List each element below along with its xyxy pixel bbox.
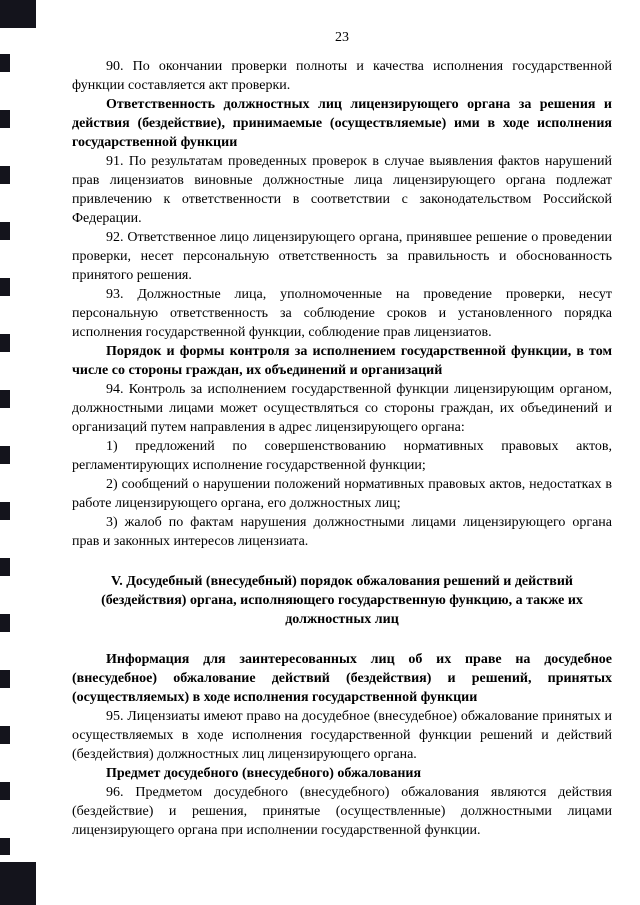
scan-artifact-top	[0, 0, 36, 28]
list-item-2: 2) сообщений о нарушении положений нормативных правовых актов, недостатках в работе лицензирующего органа, его должностных лиц;	[72, 477, 612, 511]
scan-artifact-ticks	[0, 54, 10, 855]
heading-officials-responsibility: Ответственность должностных лиц лицензирующего органа за решения и действия (бездействие), принимаемые (осуществляемые) ими в ходе исполнения государственной функции	[72, 97, 612, 150]
page-number: 23	[335, 30, 349, 45]
paragraph-90: 90. По окончании проверки полноты и качества исполнения государственной функции составляется акт проверки.	[72, 59, 612, 93]
list-item-3: 3) жалоб по фактам нарушения должностными лицами лицензирующего органа прав и законных интересов лицензиата.	[72, 515, 612, 549]
paragraph-92: 92. Ответственное лицо лицензирующего органа, принявшее решение о проведении проверки, несет персональную ответственность за правильность и обоснованность принятого решения.	[72, 230, 612, 283]
heading-control-order-forms: Порядок и формы контроля за исполнением государственной функции, в том числе со стороны граждан, их объединений и организаций	[72, 344, 612, 378]
heading-appeal-subject: Предмет досудебного (внесудебного) обжалования	[106, 766, 422, 781]
heading-appeal-information: Информация для заинтересованных лиц об их праве на досудебное (внесудебное) обжалование действий (бездействия) и решений, принятых (осуществляемых) в ходе исполнения государственной функции	[72, 652, 612, 705]
paragraph-96: 96. Предметом досудебного (внесудебного) обжалования являются действия (бездействие) и решения, принятые (осуществленные) должностными лицами лицензирующего органа при исполнении государственной функции.	[72, 785, 612, 838]
paragraph-91: 91. По результатам проведенных проверок в случае выявления фактов нарушений прав лицензиатов виновные должностные лица лицензирующего органа подлежат привлечению к ответственности в соответствии с законодательством Российской Федерации.	[72, 154, 612, 226]
list-item-1: 1) предложений по совершенствованию нормативных правовых актов, регламентирующих исполнение государственной функции;	[72, 439, 612, 473]
paragraph-93: 93. Должностные лица, уполномоченные на проведение проверки, несут персональную ответственность за соблюдение сроков и установленного порядка исполнения государственной функции, соблюдение прав лицензиатов.	[72, 287, 612, 340]
paragraph-95: 95. Лицензиаты имеют право на досудебное (внесудебное) обжалование принятых и осуществляемых в ходе исполнения государственной функции решений и действий (бездействия) должностных лиц лицензирующего органа.	[72, 709, 612, 762]
document-body	[72, 57, 612, 840]
section-v-heading: V. Досудебный (внесудебный) порядок обжалования решений и действий (бездействия) органа, исполняющего государственную функцию, а также их должностных лиц	[101, 574, 583, 627]
paragraph-94: 94. Контроль за исполнением государственной функции лицензирующим органом, должностными лицами может осуществляться со стороны граждан, их объединений и организаций путем направления в адрес лицензирующего органа:	[72, 382, 612, 435]
scan-artifact-bottom	[0, 862, 36, 905]
